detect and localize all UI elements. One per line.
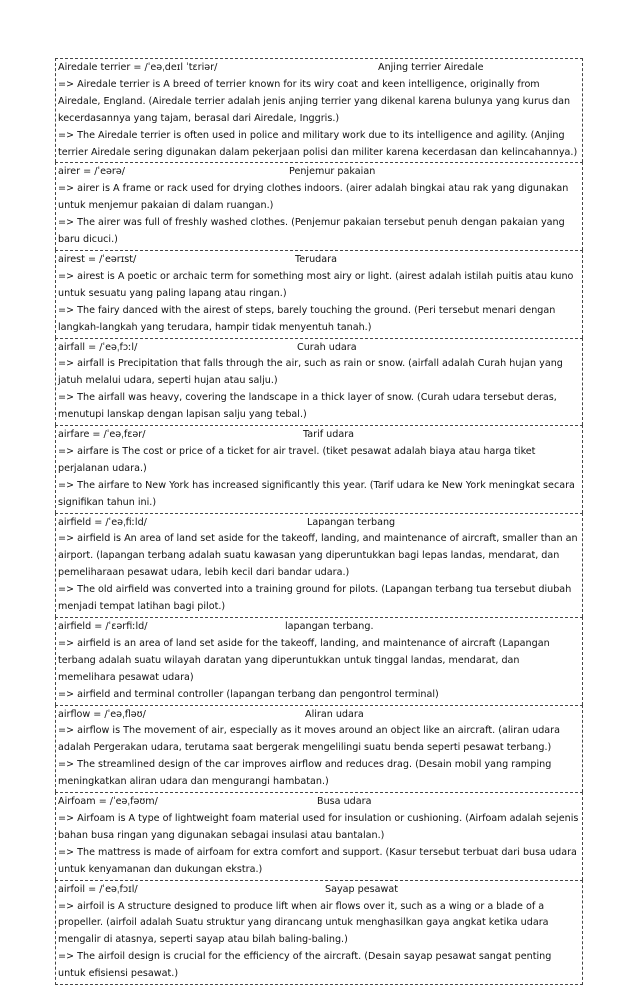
- entry-translation: lapangan terbang.: [285, 621, 374, 632]
- entry-head: [58, 515, 580, 532]
- entry-definition: => Airfoam is A type of lightweight foam material used for insulation or cushioning. (Airfoam adalah sejenis bahan busa ringan yang digunakan sebagai insulasi atau bantalan.): [58, 812, 579, 841]
- entry-example: => The airer was full of freshly washed clothes. (Penjemur pakaian tersebut penuh dengan pakaian yang baru dicuci.): [58, 217, 565, 246]
- entry-definition: => airfield is An area of land set aside for the takeoff, landing, and maintenance of aircraft, smaller than an airport. (lapangan terbang adalah suatu kawasan yang diperuntukkan bagi lepas landas, mendarat, dan pemeliharaan pesawat udara, lebih kecil dari bandar udara.): [58, 533, 578, 579]
- entry: [55, 880, 583, 985]
- entry-term: airflow = /ˈeəˌfləʊ/: [58, 708, 146, 720]
- entry-translation: Penjemur pakaian: [289, 166, 376, 178]
- entry-head: [58, 60, 580, 77]
- entry-head: [58, 707, 580, 724]
- entry-translation: Curah udara: [297, 341, 357, 353]
- entry: [55, 792, 583, 880]
- entry-example: => The streamlined design of the car improves airflow and reduces drag. (Desain mobil yang ramping meningkatkan aliran udara dan mengurangi hambatan.): [58, 759, 552, 788]
- entry-head: [58, 619, 580, 636]
- entry-head: [58, 794, 580, 811]
- entry-term: airfare = /ˈeəˌfɛər/: [58, 429, 146, 441]
- entry-example: => The airfare to New York has increased significantly this year. (Tarif udara ke New York meningkat secara signifikan tahun ini.): [58, 479, 575, 508]
- entry-translation: Aliran udara: [305, 708, 364, 720]
- entry-term: Airedale terrier = /ˈeəˌdeɪl ˈtɛriər/: [58, 62, 218, 73]
- entry-translation: Lapangan terbang: [307, 516, 396, 528]
- entry-term: airest = /ˈeərɪst/: [58, 253, 137, 265]
- dictionary-page: [55, 58, 583, 985]
- entry-example: => The mattress is made of airfoam for extra comfort and support. (Kasur tersebut terbuat dari busa udara untuk kenyamanan dan dukungan ekstra.): [58, 846, 577, 875]
- entry-term: airfield = /ˈeəˌfiːld/: [58, 516, 147, 528]
- entry-term: airer = /ˈeərə/: [58, 166, 126, 178]
- entry-translation: Tarif udara: [303, 429, 355, 441]
- entry: [55, 250, 583, 338]
- entry-term: airfield = /ˈɛərfiːld/: [58, 621, 148, 632]
- entry-head: [58, 340, 580, 357]
- entry-definition: => airfare is The cost or price of a ticket for air travel. (tiket pesawat adalah biaya atau harga tiket perjalanan udara.): [58, 445, 536, 474]
- entry-term: airfall = /ˈeəˌfɔːl/: [58, 341, 138, 353]
- entry-head: [58, 882, 580, 899]
- entry-definition: => airflow is The movement of air, especially as it moves around an object like an aircraft. (aliran udara adalah Pergerakan udara, terutama saat bergerak mengelilingi suatu benda seperti pesawat terbang.): [58, 725, 560, 754]
- entry-definition: => airfoil is A structure designed to produce lift when air flows over it, such as a wing or a blade of a propeller. (airfoil adalah Suatu struktur yang dirancang untuk menghasilkan gaya angkat ketika udara mengalir di atasnya, seperti sayap atau bilah baling-baling.): [58, 900, 549, 946]
- entry-term: airfoil = /ˈeəˌfɔɪl/: [58, 883, 138, 895]
- entry: [55, 58, 583, 162]
- entry-definition: => Airedale terrier is A breed of terrier known for its wiry coat and keen intelligence, originally from Airedale, England. (Airedale terrier adalah jenis anjing terrier yang dikenal karena bulunya yang kurus dan kecerdasannya yang tajam, berasal dari Airedale, Inggris.): [58, 78, 571, 124]
- entry-translation: Sayap pesawat: [325, 883, 399, 895]
- entry-translation: Anjing terrier Airedale: [378, 62, 484, 73]
- entry-definition: => airest is A poetic or archaic term for something most airy or light. (airest adalah istilah puitis atau kuno untuk sesuatu yang paling lapang atau ringan.): [58, 270, 574, 299]
- entry: [55, 617, 583, 705]
- entry: [55, 425, 583, 513]
- entry-example: => The airfall was heavy, covering the landscape in a thick layer of snow. (Curah udara tersebut deras, menutupi lanskap dengan lapisan salju yang tebal.): [58, 392, 557, 421]
- entry-translation: Terudara: [295, 253, 337, 265]
- entry-example: => The old airfield was converted into a training ground for pilots. (Lapangan terbang tua tersebut diubah menjadi tempat latihan bagi pilot.): [58, 584, 572, 613]
- entry: [55, 513, 583, 617]
- entry-head: [58, 164, 580, 181]
- entry-translation: Busa udara: [317, 796, 372, 808]
- entry-term: Airfoam = /ˈeəˌfəʊm/: [58, 796, 158, 808]
- entry: [55, 162, 583, 250]
- entry: [55, 338, 583, 426]
- entry-definition: => airfield is an area of land set aside for the takeoff, landing, and maintenance of aircraft (Lapangan terbang adalah suatu wilayah daratan yang diperuntukkan untuk tinggal landas, mendarat, dan memelihara pesawat udara): [58, 637, 550, 683]
- entry-example: => The Airedale terrier is often used in police and military work due to its intelligence and agility. (Anjing terrier Airedale sering digunakan dalam pekerjaan polisi dan militer karena kecerdasan dan kelincahannya.): [58, 129, 578, 158]
- entry-example: => airfield and terminal controller (lapangan terbang dan pengontrol terminal): [58, 688, 439, 700]
- entry-example: => The airfoil design is crucial for the efficiency of the aircraft. (Desain sayap pesawat sangat penting untuk efisiensi pesawat.): [58, 951, 552, 980]
- entry-head: [58, 427, 580, 444]
- entry-example: => The fairy danced with the airest of steps, barely touching the ground. (Peri tersebut menari dengan langkah-langkah yang terudara, hampir tidak menyentuh tanah.): [58, 304, 556, 333]
- entry-head: [58, 252, 580, 269]
- entry-definition: => airer is A frame or rack used for drying clothes indoors. (airer adalah bingkai atau rak yang digunakan untuk menjemur pakaian di dalam ruangan.): [58, 183, 569, 212]
- entry-definition: => airfall is Precipitation that falls through the air, such as rain or snow. (airfall adalah Curah hujan yang jatuh melalui udara, seperti hujan atau salju.): [58, 358, 563, 387]
- entry: [55, 705, 583, 793]
